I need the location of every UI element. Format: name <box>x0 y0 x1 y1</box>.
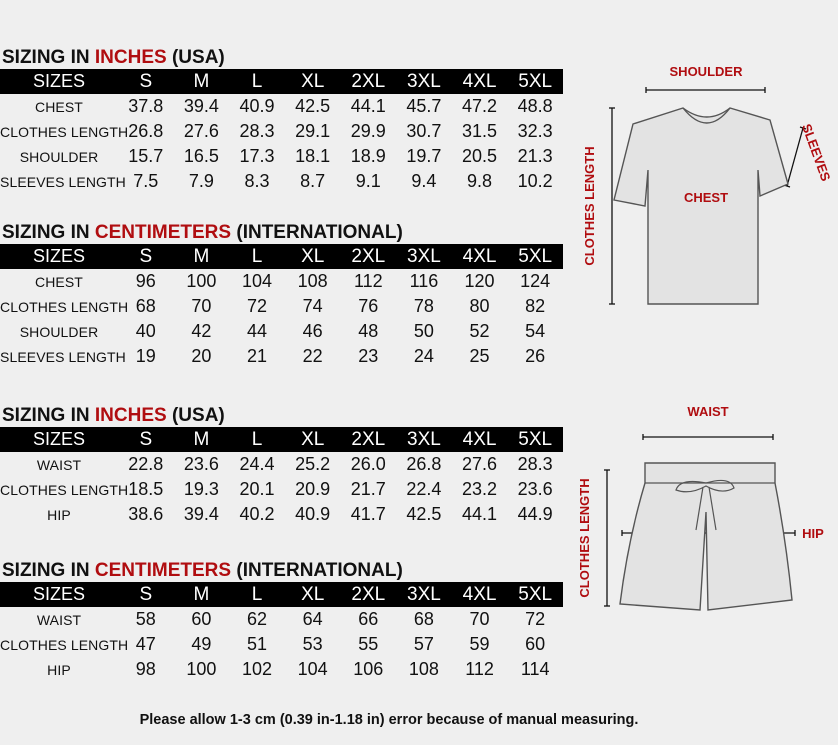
value-cell: 39.4 <box>183 504 219 524</box>
section-title <box>0 47 565 69</box>
value-cell: 44 <box>247 321 268 341</box>
title-prefix: SIZING IN <box>2 560 95 581</box>
size-table <box>0 582 563 682</box>
value-cell: 37.8 <box>128 96 164 116</box>
size-header-cell: 5XL <box>507 69 563 94</box>
value-cell: 50 <box>413 321 434 341</box>
header-row <box>0 69 563 94</box>
header-row <box>0 427 563 452</box>
table-row <box>0 477 563 502</box>
title-prefix: SIZING IN <box>2 405 95 426</box>
size-header-cell: L <box>229 427 285 452</box>
size-header-cell: S <box>118 69 174 94</box>
value-cell: 40.9 <box>239 96 275 116</box>
sleeves-label: SLEEVES <box>798 121 834 184</box>
value-cell: 8.3 <box>244 171 270 191</box>
value-cell: 22.4 <box>406 479 442 499</box>
sizes-header: SIZES <box>0 582 118 607</box>
value-cell: 18.5 <box>128 479 164 499</box>
value-cell: 104 <box>297 659 328 679</box>
shorts-outline <box>620 463 792 610</box>
value-cell: 72 <box>525 609 546 629</box>
value-cell: 19.3 <box>183 479 219 499</box>
value-cell: 8.7 <box>300 171 326 191</box>
value-cell: 29.9 <box>350 121 386 141</box>
value-cell: 23.6 <box>183 454 219 474</box>
section-title <box>0 405 565 427</box>
size-table <box>0 69 563 194</box>
row-label: CHEST <box>35 273 83 290</box>
size-header-cell: L <box>229 244 285 269</box>
size-header-cell: 3XL <box>396 427 452 452</box>
table-row <box>0 169 563 194</box>
value-cell: 49 <box>191 634 212 654</box>
measurement-note: Please allow 1-3 cm (0.39 in-1.18 in) error because of manual measuring. <box>139 712 639 728</box>
shirt-length-label: CLOTHES LENGTH <box>582 146 597 266</box>
row-label: SLEEVES LENGTH <box>0 173 126 190</box>
value-cell: 44.1 <box>350 96 386 116</box>
value-cell: 7.9 <box>188 171 214 191</box>
value-cell: 23.6 <box>517 479 553 499</box>
tshirt-outline <box>614 108 788 304</box>
value-cell: 26.8 <box>406 454 442 474</box>
value-cell: 55 <box>358 634 379 654</box>
row-label: SHOULDER <box>19 148 99 165</box>
sizes-header: SIZES <box>0 244 118 269</box>
value-cell: 20.5 <box>462 146 498 166</box>
value-cell: 9.4 <box>411 171 437 191</box>
value-cell: 62 <box>247 609 268 629</box>
waist-label: WAIST <box>687 404 729 419</box>
value-cell: 48.8 <box>517 96 553 116</box>
size-header-cell: 2XL <box>341 427 397 452</box>
value-cell: 76 <box>358 296 379 316</box>
value-cell: 38.6 <box>128 504 164 524</box>
value-cell: 31.5 <box>462 121 498 141</box>
header-row <box>0 244 563 269</box>
size-header-cell: 2XL <box>341 244 397 269</box>
size-header-cell: 5XL <box>507 244 563 269</box>
value-cell: 78 <box>413 296 434 316</box>
size-header-cell: 4XL <box>452 427 508 452</box>
row-label: CHEST <box>35 98 83 115</box>
row-label: HIP <box>47 506 71 523</box>
table-row <box>0 144 563 169</box>
value-cell: 21.3 <box>517 146 553 166</box>
section-title <box>0 560 565 582</box>
row-label: CLOTHES LENGTH <box>0 636 129 653</box>
size-header-cell: XL <box>285 69 341 94</box>
value-cell: 17.3 <box>239 146 275 166</box>
table-row <box>0 344 563 369</box>
value-cell: 57 <box>413 634 434 654</box>
value-cell: 22 <box>302 346 323 366</box>
size-header-cell: XL <box>285 427 341 452</box>
section-title <box>0 222 565 244</box>
value-cell: 39.4 <box>183 96 219 116</box>
value-cell: 9.8 <box>467 171 493 191</box>
title-unit: CENTIMETERS <box>94 560 232 581</box>
value-cell: 29.1 <box>295 121 331 141</box>
title-unit: CENTIMETERS <box>94 222 232 243</box>
table-row <box>0 607 563 632</box>
size-header-cell: 5XL <box>507 427 563 452</box>
size-header-cell: 4XL <box>452 582 508 607</box>
shorts-diagram <box>575 400 838 615</box>
table-row <box>0 632 563 657</box>
value-cell: 25.2 <box>295 454 331 474</box>
table-row <box>0 452 563 477</box>
value-cell: 106 <box>353 659 384 679</box>
value-cell: 42.5 <box>295 96 331 116</box>
value-cell: 28.3 <box>517 454 553 474</box>
value-cell: 112 <box>353 271 383 291</box>
table-row <box>0 319 563 344</box>
title-region: (USA) <box>166 47 225 68</box>
value-cell: 70 <box>469 609 490 629</box>
size-header-cell: 5XL <box>507 582 563 607</box>
value-cell: 120 <box>464 271 495 291</box>
row-label: WAIST <box>36 456 82 473</box>
row-label: CLOTHES LENGTH <box>0 481 129 498</box>
value-cell: 15.7 <box>128 146 164 166</box>
value-cell: 108 <box>297 271 328 291</box>
table-row <box>0 657 563 682</box>
value-cell: 40.2 <box>239 504 275 524</box>
value-cell: 19.7 <box>406 146 442 166</box>
value-cell: 46 <box>302 321 323 341</box>
sizing-section <box>0 47 565 194</box>
size-header-cell: L <box>229 582 285 607</box>
title-prefix: SIZING IN <box>2 47 95 68</box>
size-header-cell: 3XL <box>396 69 452 94</box>
row-label: SHOULDER <box>19 323 99 340</box>
chest-label: CHEST <box>683 190 729 205</box>
value-cell: 60 <box>191 609 212 629</box>
value-cell: 20.1 <box>239 479 275 499</box>
shoulder-label: SHOULDER <box>669 64 743 79</box>
size-header-cell: S <box>118 427 174 452</box>
value-cell: 80 <box>469 296 490 316</box>
value-cell: 9.1 <box>355 171 381 191</box>
value-cell: 58 <box>135 609 156 629</box>
sizing-section <box>0 405 565 527</box>
size-header-cell: XL <box>285 244 341 269</box>
sizes-header: SIZES <box>0 427 118 452</box>
table-row <box>0 294 563 319</box>
sizing-section <box>0 222 565 369</box>
title-unit: INCHES <box>94 47 167 68</box>
value-cell: 104 <box>242 271 273 291</box>
value-cell: 10.2 <box>517 171 553 191</box>
size-header-cell: 2XL <box>341 69 397 94</box>
table-row <box>0 94 563 119</box>
value-cell: 59 <box>469 634 490 654</box>
size-header-cell: 3XL <box>396 244 452 269</box>
size-header-cell: XL <box>285 582 341 607</box>
size-header-cell: M <box>174 582 230 607</box>
size-header-cell: S <box>118 582 174 607</box>
header-row <box>0 582 563 607</box>
sizes-header: SIZES <box>0 69 118 94</box>
value-cell: 48 <box>358 321 379 341</box>
shorts-length-label: CLOTHES LENGTH <box>577 478 592 598</box>
row-label: CLOTHES LENGTH <box>0 123 129 140</box>
size-header-cell: M <box>174 427 230 452</box>
title-region: (INTERNATIONAL) <box>231 560 403 581</box>
row-label: WAIST <box>36 611 82 628</box>
value-cell: 26.0 <box>350 454 386 474</box>
value-cell: 21.7 <box>350 479 386 499</box>
value-cell: 74 <box>302 296 323 316</box>
value-cell: 124 <box>520 271 551 291</box>
value-cell: 60 <box>525 634 546 654</box>
table-row <box>0 269 563 294</box>
value-cell: 64 <box>302 609 323 629</box>
title-region: (USA) <box>166 405 225 426</box>
title-unit: INCHES <box>94 405 167 426</box>
value-cell: 53 <box>302 634 323 654</box>
table-row <box>0 502 563 527</box>
value-cell: 44.1 <box>462 504 498 524</box>
value-cell: 32.3 <box>517 121 553 141</box>
value-cell: 28.3 <box>239 121 275 141</box>
value-cell: 52 <box>469 321 490 341</box>
value-cell: 24 <box>413 346 434 366</box>
value-cell: 23.2 <box>462 479 498 499</box>
value-cell: 116 <box>409 271 439 291</box>
value-cell: 112 <box>465 659 494 679</box>
value-cell: 98 <box>135 659 156 679</box>
value-cell: 47.2 <box>462 96 498 116</box>
size-table <box>0 244 563 369</box>
value-cell: 30.7 <box>406 121 442 141</box>
value-cell: 23 <box>358 346 379 366</box>
value-cell: 96 <box>135 271 156 291</box>
value-cell: 18.1 <box>295 146 331 166</box>
value-cell: 68 <box>413 609 434 629</box>
row-label: HIP <box>47 661 71 678</box>
value-cell: 25 <box>469 346 490 366</box>
value-cell: 40.9 <box>295 504 331 524</box>
value-cell: 45.7 <box>406 96 442 116</box>
value-cell: 26.8 <box>128 121 164 141</box>
size-header-cell: S <box>118 244 174 269</box>
value-cell: 42 <box>191 321 212 341</box>
table-row <box>0 119 563 144</box>
row-label: CLOTHES LENGTH <box>0 298 129 315</box>
size-header-cell: 2XL <box>341 582 397 607</box>
value-cell: 108 <box>408 659 439 679</box>
value-cell: 22.8 <box>128 454 164 474</box>
value-cell: 47 <box>135 634 156 654</box>
value-cell: 7.5 <box>133 171 159 191</box>
tshirt-diagram <box>575 55 838 315</box>
value-cell: 44.9 <box>517 504 553 524</box>
size-header-cell: 4XL <box>452 69 508 94</box>
hip-label: HIP <box>802 526 824 541</box>
value-cell: 16.5 <box>183 146 219 166</box>
value-cell: 82 <box>525 296 546 316</box>
title-prefix: SIZING IN <box>2 222 95 243</box>
value-cell: 18.9 <box>350 146 386 166</box>
value-cell: 100 <box>186 659 217 679</box>
size-header-cell: M <box>174 69 230 94</box>
value-cell: 41.7 <box>350 504 386 524</box>
value-cell: 21 <box>247 346 268 366</box>
value-cell: 70 <box>191 296 212 316</box>
value-cell: 40 <box>135 321 156 341</box>
value-cell: 54 <box>525 321 546 341</box>
size-header-cell: 4XL <box>452 244 508 269</box>
sizing-section <box>0 560 565 682</box>
value-cell: 66 <box>358 609 379 629</box>
value-cell: 42.5 <box>406 504 442 524</box>
size-table <box>0 427 563 527</box>
value-cell: 68 <box>135 296 156 316</box>
value-cell: 102 <box>242 659 273 679</box>
value-cell: 24.4 <box>239 454 275 474</box>
size-header-cell: M <box>174 244 230 269</box>
value-cell: 26 <box>525 346 546 366</box>
value-cell: 72 <box>247 296 268 316</box>
title-region: (INTERNATIONAL) <box>231 222 403 243</box>
size-header-cell: L <box>229 69 285 94</box>
value-cell: 27.6 <box>183 121 219 141</box>
value-cell: 20.9 <box>295 479 331 499</box>
value-cell: 51 <box>247 634 268 654</box>
value-cell: 20 <box>191 346 212 366</box>
value-cell: 19 <box>135 346 156 366</box>
value-cell: 100 <box>186 271 217 291</box>
value-cell: 27.6 <box>462 454 498 474</box>
value-cell: 114 <box>520 659 550 679</box>
row-label: SLEEVES LENGTH <box>0 348 126 365</box>
size-header-cell: 3XL <box>396 582 452 607</box>
